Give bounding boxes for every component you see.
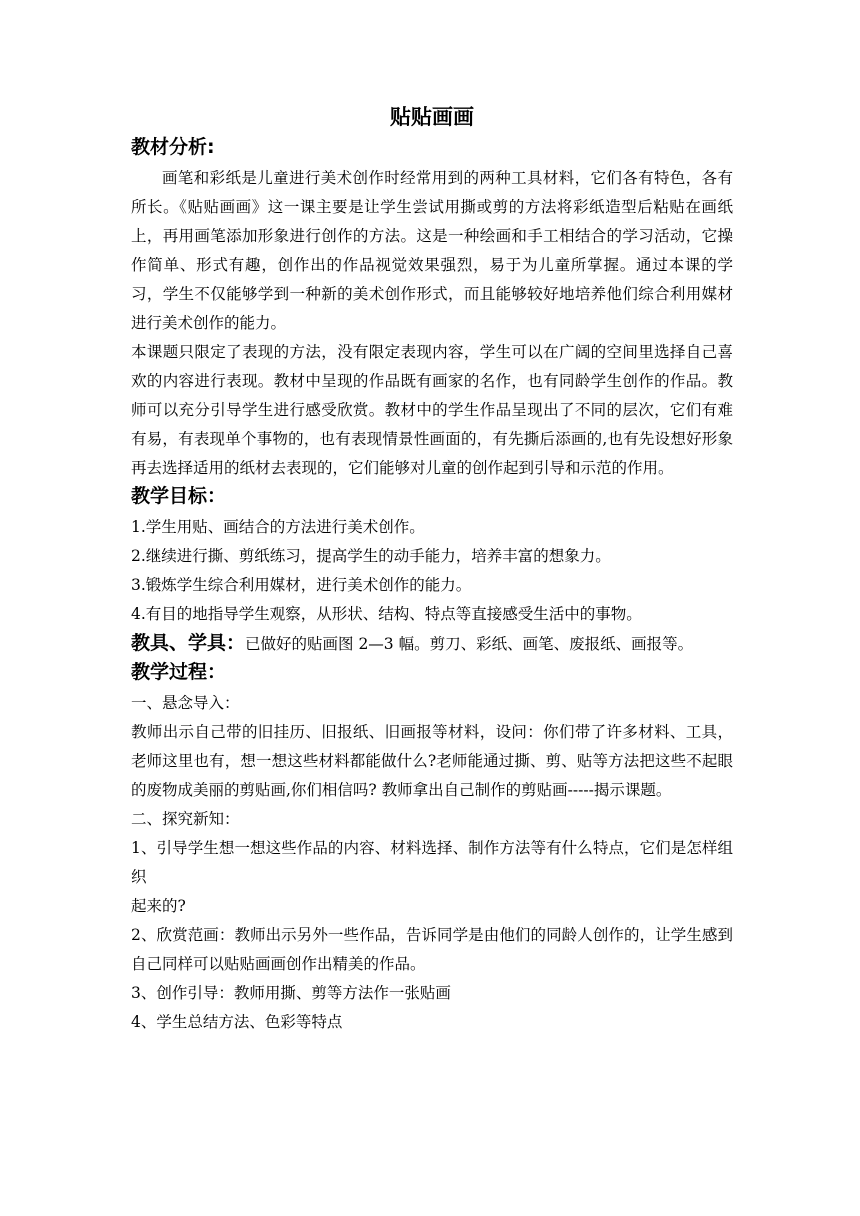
section-heading-analysis: 教材分析:	[131, 136, 215, 158]
tools-line	[131, 629, 733, 659]
process-section-1-text: 教师出示自己带的旧挂历、旧报纸、旧画报等材料，设问：你们带了许多材料、工具，老师这里也有，想一想这些材料都能做什么?老师能通过撕、剪、贴等方法把这些不起眼的废物成美丽的剪贴画,你们相信吗? 教师拿出自己制作的剪贴画-----揭示课题。	[131, 723, 733, 799]
objective-item-2: 2.继续进行撕、剪纸练习，提高学生的动手能力，培养丰富的想象力。	[131, 547, 611, 565]
process-section-2-title: 二、探究新知：	[131, 810, 240, 828]
section-heading-objectives: 教学目标：	[131, 485, 227, 507]
process-step-4: 4、学生总结方法、色彩等特点	[131, 1013, 343, 1031]
objective-item-1: 1.学生用贴、画结合的方法进行美术创作。	[131, 518, 425, 536]
objective-item-3: 3.锻炼学生综合利用媒材，进行美术创作的能力。	[131, 576, 472, 594]
objective-item-4: 4.有目的地指导学生观察，从形状、结构、特点等直接感受生活中的事物。	[131, 605, 642, 623]
process-step-3: 3、创作引导：教师用撕、剪等方法作一张贴画	[131, 984, 451, 1002]
tools-text: 已做好的贴画图 2—3 幅。剪刀、彩纸、画笔、废报纸、画报等。	[245, 635, 694, 653]
process-step-1a: 1、引导学生想一想这些作品的内容、材料选择、制作方法等有什么特点，它们是怎样组织	[131, 839, 733, 886]
analysis-paragraph-1: 画笔和彩纸是儿童进行美术创作时经常用到的两种工具材料，它们各有特色，各有所长。《贴贴画画》这一课主要是让学生尝试用撕或剪的方法将彩纸造型后粘贴在画纸上，再用画笔添加形象进行创作的方法。这是一种绘画和手工相结合的学习活动，它操作简单、形式有趣，创作出的作品视觉效果强烈，易于为儿童所掌握。通过本课的学习，学生不仅能够学到一种新的美术创作形式，而且能够较好地培养他们综合利用媒材进行美术创作的能力。	[131, 169, 733, 332]
document-title: 贴贴画画	[390, 105, 474, 129]
section-heading-tools: 教具、学具：	[131, 632, 246, 654]
document-body	[131, 100, 733, 1037]
process-step-1b: 起来的?	[131, 897, 186, 915]
process-section-1-title: 一、悬念导入：	[131, 694, 240, 712]
section-heading-process: 教学过程：	[131, 661, 227, 683]
process-step-2: 2、欣赏范画：教师出示另外一些作品，告诉同学是由他们的同龄人创作的，让学生感到自己同样可以贴贴画画创作出精美的作品。	[131, 926, 733, 973]
analysis-paragraph-2: 本课题只限定了表现的方法，没有限定表现内容，学生可以在广阔的空间里选择自己喜欢的内容进行表现。教材中呈现的作品既有画家的名作，也有同龄学生创作的作品。教师可以充分引导学生进行感受欣赏。教材中的学生作品呈现出了不同的层次，它们有难有易，有表现单个事物的，也有表现情景性画面的，有先撕后添画的,也有先设想好形象再去选择适用的纸材去表现的，它们能够对儿童的创作起到引导和示范的作用。	[131, 343, 733, 477]
